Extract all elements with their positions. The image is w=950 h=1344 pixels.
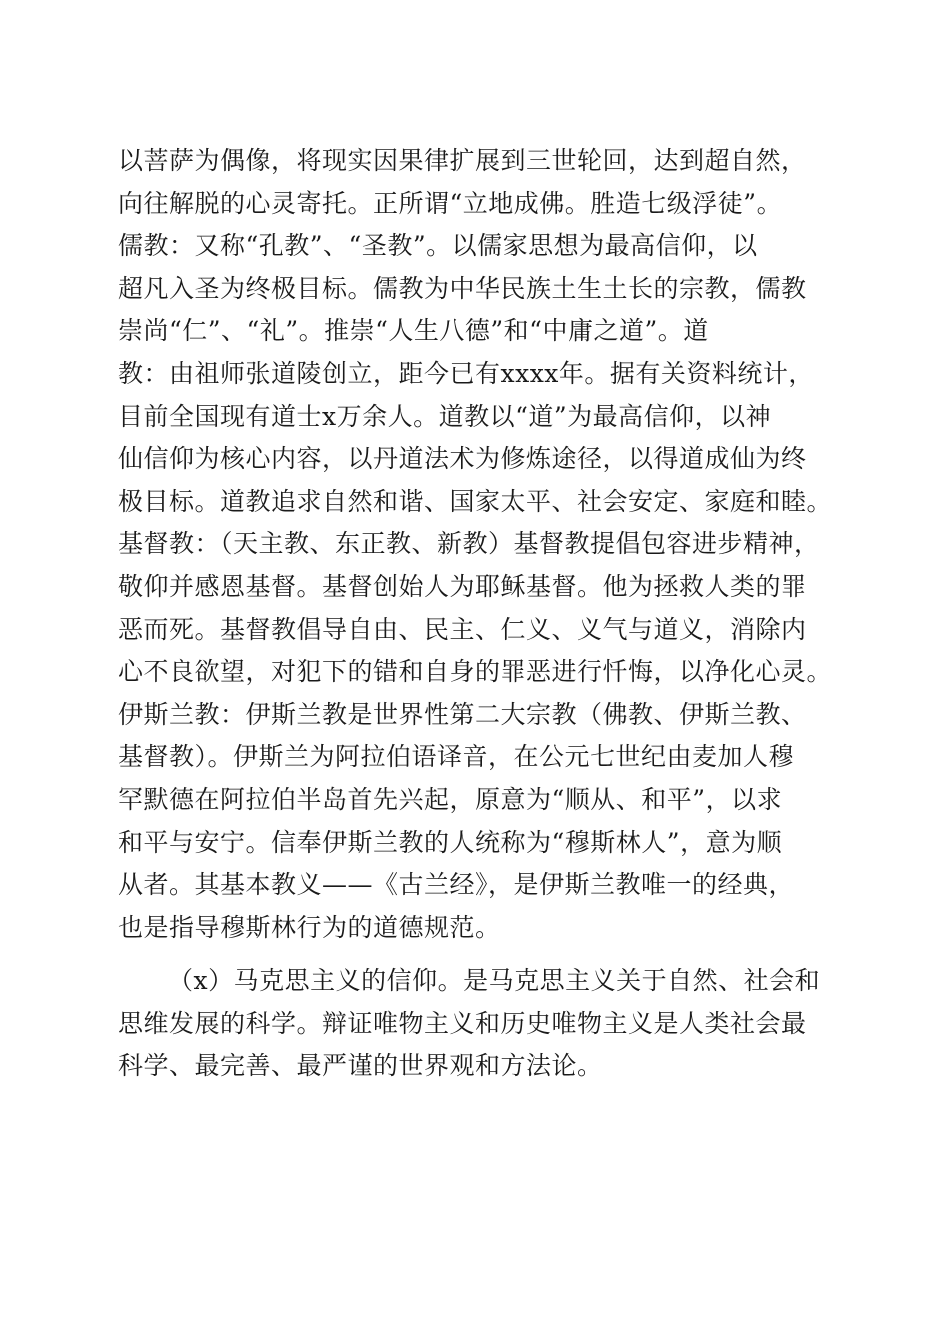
text-line: 基督教）。伊斯兰为阿拉伯语译音，在公元七世纪由麦加人穆	[118, 742, 795, 772]
text-line: 基督教：（天主教、东正教、新教）基督教提倡包容进步精神，	[118, 529, 820, 559]
text-line: 教：由祖师张道陵创立，距今已有xxxx年。据有关资料统计，	[118, 358, 814, 388]
text-line: 以菩萨为偶像，将现实因果律扩展到三世轮回，达到超自然，	[118, 146, 807, 175]
text-line: 也是指导穆斯林行为的道德规范。	[118, 912, 501, 942]
text-line: 极目标。道教追求自然和谐、国家太平、社会安定、家庭和睦。	[118, 486, 833, 516]
text-line: 伊斯兰教：伊斯兰教是世界性第二大宗教（佛教、伊斯兰教、	[118, 699, 807, 729]
text-line: 敬仰并感恩基督。基督创始人为耶稣基督。他为拯救人类的罪	[118, 571, 807, 601]
text-line: 罕默德在阿拉伯半岛首先兴起，原意为“顺从、和平”，以求	[118, 784, 783, 814]
text-line: 心不良欲望，对犯下的错和自身的罪恶进行忏悔，以净化心灵。	[118, 657, 833, 687]
text-line: 恶而死。基督教倡导自由、民主、仁义、义气与道义，消除内	[118, 614, 807, 644]
text-line: 仙信仰为核心内容，以丹道法术为修炼途径，以得道成仙为终	[118, 444, 807, 474]
text-line: 超凡入圣为终极目标。儒教为中华民族土生土长的宗教，儒教	[118, 273, 807, 303]
marxism-paragraph	[118, 960, 838, 1088]
text-line: 和平与安宁。信奉伊斯兰教的人统称为“穆斯林人”，意为顺	[118, 827, 783, 857]
paragraph-first-line: （x）马克思主义的信仰。是马克思主义关于自然、社会和	[168, 966, 821, 995]
text-line: 从者。其基本教义——《古兰经》，是伊斯兰教唯一的经典，	[118, 870, 795, 900]
text-line: 科学、最完善、最严谨的世界观和方法论。	[118, 1051, 603, 1081]
text-line: 目前全国现有道士x万余人。道教以“道”为最高信仰，以神	[118, 401, 772, 431]
text-line: 向往解脱的心灵寄托。正所谓“立地成佛。胜造七级浮徒”。	[118, 188, 783, 218]
text-line: 思维发展的科学。辩证唯物主义和历史唯物主义是人类社会最	[118, 1008, 807, 1038]
text-line: 崇尚“仁”、“礼”。推崇“人生八德”和“中庸之道”。道	[118, 316, 709, 346]
text-line: 儒教：又称“孔教”、“圣教”。以儒家思想为最高信仰，以	[118, 231, 758, 261]
religion-paragraph	[118, 140, 838, 949]
